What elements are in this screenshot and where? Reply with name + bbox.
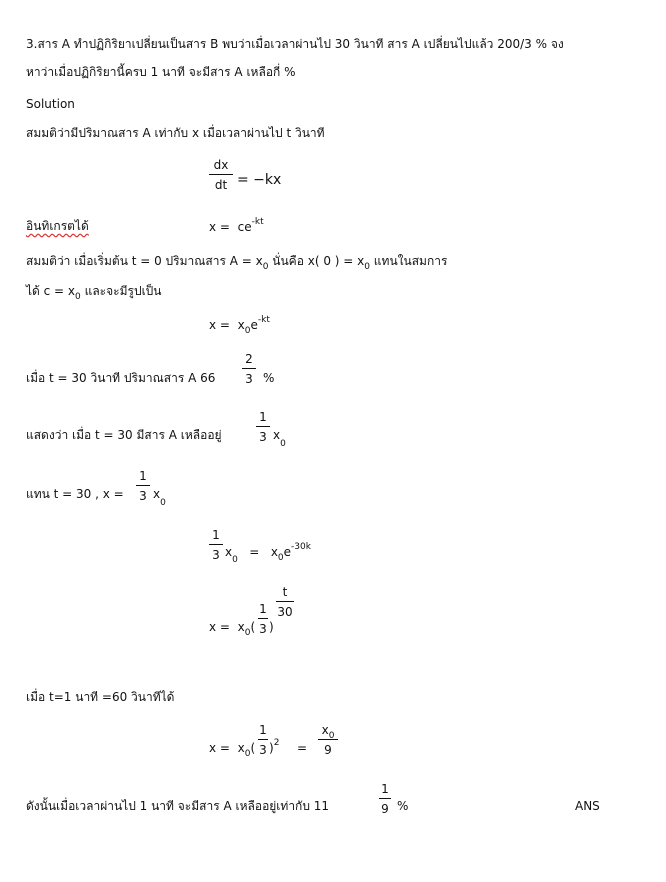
frac-num-1e: 1: [258, 723, 268, 740]
frac-num-1f: 1: [379, 782, 391, 799]
sub-zero-6: 0: [160, 498, 166, 508]
shows-line: แสดงว่า เมื่อ t = 30 มีสาร A เหลืออยู่: [26, 428, 222, 442]
x0-term-2: [153, 487, 166, 508]
one-third-fraction-5: [258, 723, 268, 757]
get-c-b: และจะมีรูปเป็น: [80, 284, 162, 298]
x-var-3: x: [225, 545, 233, 559]
x0-numerator: [318, 723, 338, 740]
one-third-fraction-2: [136, 469, 150, 503]
therefore-line: ดังนั้นเมื่อเวลาผ่านไป 1 นาที จะมีสาร A เหลืออยู่เท่ากับ 11: [26, 799, 330, 813]
exp-den-30: 30: [277, 605, 293, 619]
x0-over-9-fraction: [318, 723, 338, 757]
solution-form-equation: [209, 315, 270, 336]
frac-den-3b: 3: [139, 489, 147, 503]
frac-num-2: 2: [242, 352, 256, 369]
final-equation: [209, 741, 256, 759]
initial-a: สมมติว่า เมื่อเริ่มต้น t = 0 ปริมาณสาร A = x: [26, 254, 263, 268]
frac-den-9b: 9: [381, 802, 389, 816]
neg-kt-exponent-2: -kt: [257, 315, 270, 325]
equals-1: =: [249, 545, 260, 559]
frac-den-3d: 3: [259, 622, 267, 636]
x-var-1: x: [273, 428, 281, 442]
get-c-line: [26, 283, 161, 301]
initial-c: แทนในสมการ: [369, 254, 448, 268]
when-1min-line: เมื่อ t=1 นาที =60 วินาทีได้: [26, 690, 175, 704]
sub-zero-11: 0: [328, 731, 335, 741]
one-ninth-fraction: [379, 782, 391, 816]
neg-30k-exponent: -30k: [291, 542, 311, 552]
integrate-label: [26, 218, 89, 234]
x-var-4: x: [270, 545, 278, 559]
sub-zero-10: 0: [244, 749, 251, 759]
square-exponent: 2: [273, 738, 280, 748]
frac-num-1a: 1: [256, 410, 270, 427]
x-equals: x =: [209, 220, 230, 234]
one-third-fraction-1: [256, 410, 270, 444]
frac-num-1b: 1: [136, 469, 150, 486]
percent-sign-1: %: [263, 371, 275, 385]
derivative-numerator: dx: [209, 158, 233, 175]
e-base-2: e: [283, 545, 292, 559]
derivative-fraction: [209, 158, 233, 192]
lparen-1: (: [250, 620, 256, 634]
rparen-2-text: ): [269, 741, 274, 755]
problem-line-1: 3.สาร A ทำปฏิกิริยาเปลี่ยนเป็นสาร B พบว่าเมื่อเวลาผ่านไป 30 วินาที สาร A เปลี่ยนไปแล้ว 200/3 % จง: [26, 37, 564, 51]
x-var-6: x: [237, 741, 245, 755]
rparen-2: [269, 738, 280, 755]
x-equals-2: x =: [209, 318, 230, 332]
one-third-fraction-4: [258, 602, 268, 636]
x0-eq-x0e-equation: [225, 542, 311, 565]
t-over-30-exponent: [276, 585, 294, 619]
equals-2: =: [297, 741, 308, 755]
x0-term-1: [273, 428, 286, 449]
assume-line: สมมติว่ามีปริมาณสาร A เท่ากับ x เมื่อเวลาผ่านไป t วินาที: [26, 126, 325, 140]
sub-zero-1: 0: [262, 262, 269, 272]
x-var-7: x: [321, 723, 329, 737]
x-var-2: x: [153, 487, 161, 501]
integrate-text: อินทิเกรตได้: [26, 219, 89, 233]
derivative-denominator: dt: [214, 178, 228, 192]
initial-b: นั่นคือ x( 0 ) = x: [268, 254, 365, 268]
two-thirds-fraction: [242, 352, 256, 386]
when-30-line: เมื่อ t = 30 วินาที ปริมาณสาร A 66: [26, 371, 216, 385]
x-equals-3: x =: [209, 620, 230, 634]
sub-zero-7: 0: [232, 555, 238, 565]
get-c-a: ได้ c = x: [26, 284, 76, 298]
frac-den-3: 3: [245, 372, 253, 386]
sub-zero-9: 0: [244, 628, 251, 638]
one-third-fraction-3: [209, 528, 223, 562]
substitute-line: แทน t = 30 , x =: [26, 487, 124, 501]
derivative-rhs: = −kx: [237, 172, 282, 188]
frac-den-3c: 3: [212, 548, 220, 562]
percent-sign-2: %: [397, 799, 409, 813]
exp-num-t: t: [276, 585, 294, 602]
initial-condition-line: [26, 253, 447, 271]
general-decay-equation: [209, 620, 256, 638]
frac-den-9: 9: [324, 743, 332, 757]
sub-zero-5: 0: [280, 439, 286, 449]
ans-label: ANS: [575, 799, 600, 813]
sub-zero-4: 0: [244, 326, 251, 336]
sub-zero-8: 0: [277, 553, 284, 563]
sub-zero-2: 0: [364, 262, 370, 272]
integrated-equation: [209, 217, 264, 234]
solution-label: Solution: [26, 97, 75, 111]
x0-base: x: [237, 318, 245, 332]
frac-num-1c: 1: [209, 528, 223, 545]
x-var-5: x: [237, 620, 245, 634]
x-equals-4: x =: [209, 741, 230, 755]
neg-kt-exponent: -kt: [251, 217, 264, 227]
sub-zero-3: 0: [75, 292, 81, 302]
frac-num-1d: 1: [258, 602, 268, 619]
lparen-2: (: [250, 741, 256, 755]
frac-den-3e: 3: [259, 743, 267, 757]
problem-line-2: หาว่าเมื่อปฏิกิริยานี้ครบ 1 นาที จะมีสาร A เหลือกี่ %: [26, 65, 296, 79]
rparen-1: ): [269, 620, 274, 634]
e-base: e: [250, 318, 258, 332]
ce-term: ce: [237, 220, 252, 234]
frac-den-3a: 3: [259, 430, 267, 444]
